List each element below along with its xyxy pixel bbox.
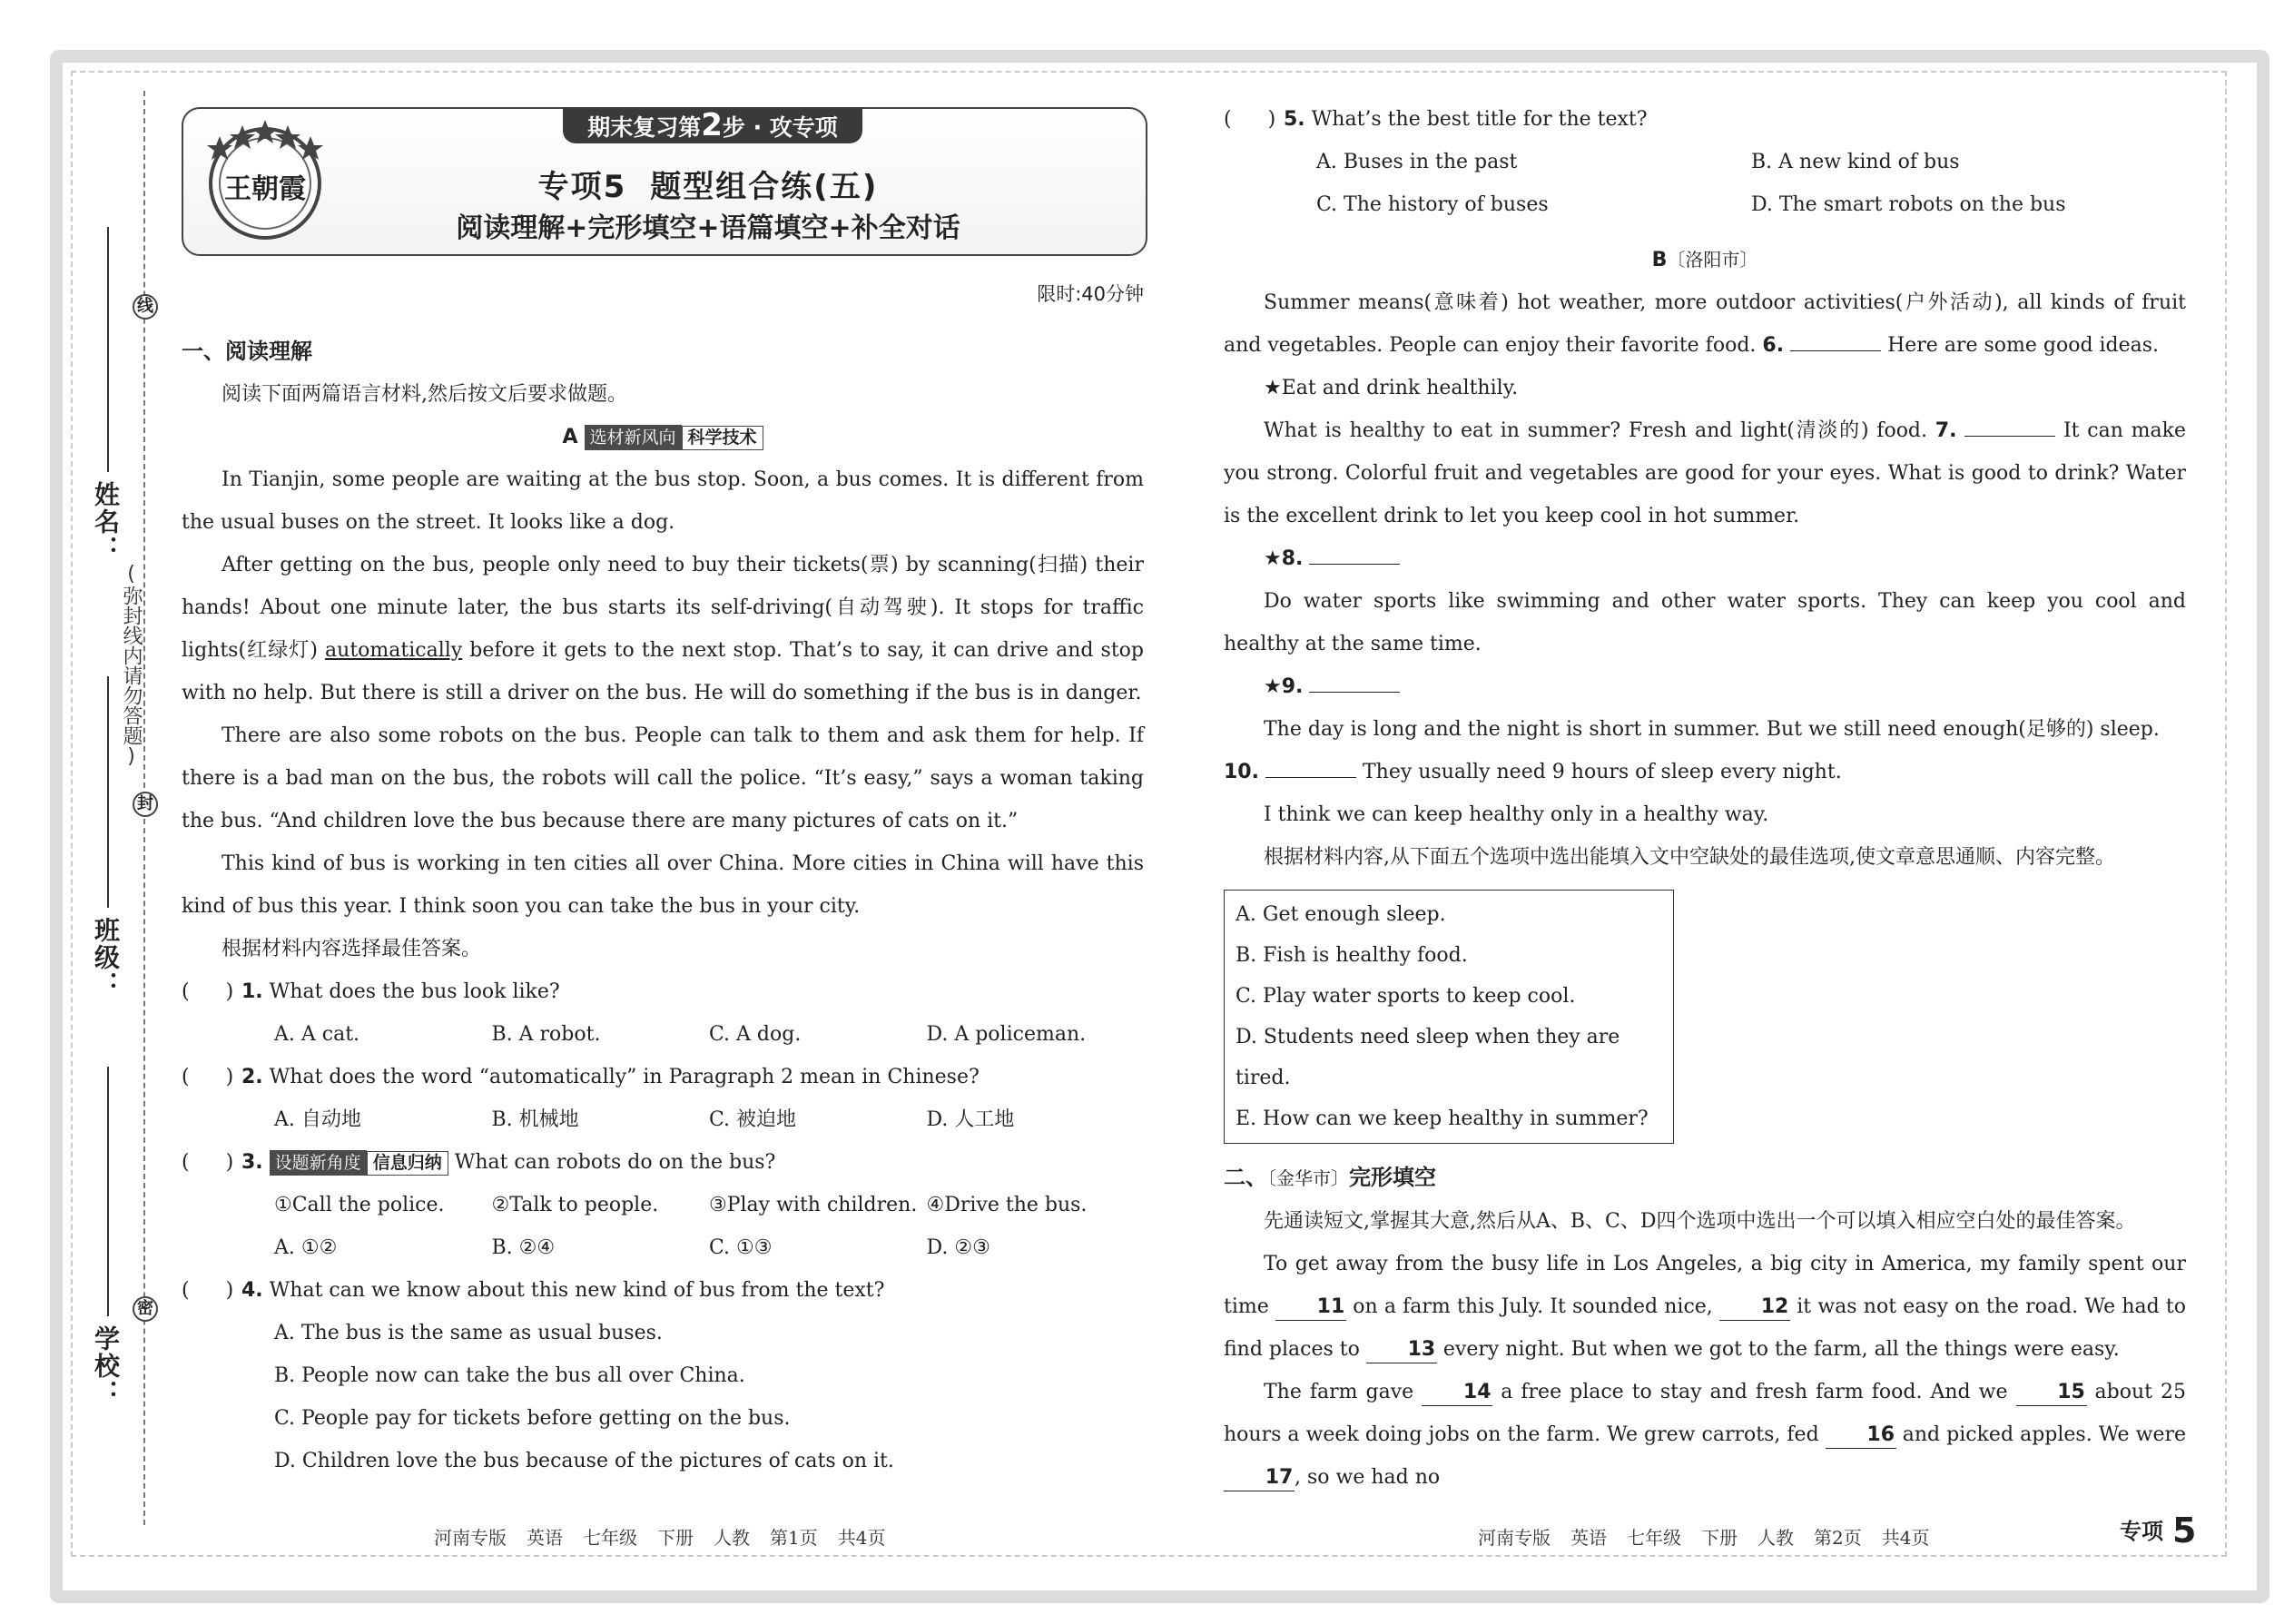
passage-b-p1: Summer means(意味着) hot weather, more outdoor activities(户外活动), all kinds of fruit and vegetables. People can enjoy their favorite food. 6. Here are some good ideas. xyxy=(1224,291,2186,357)
class-field-line[interactable] xyxy=(107,676,109,908)
passage-a-p2: After getting on the bus, people only need to buy their tickets(票) by scanning(扫描) their hands! About one minute later, the bus starts its self-driving(自动驾驶). It stops for traffic lights(红绿灯) automatically before it gets to the next stop. That’s to say, it can drive and stop with no help. But there is still a driver on the bus. He will do something if the bus is in danger. xyxy=(182,554,1144,704)
question-3-items: ①Call the police. ②Talk to people. ③Play with children. ④Drive the bus. xyxy=(274,1194,1088,1216)
question-3-options xyxy=(182,1226,1144,1269)
passage-a-p4: This kind of bus is working in ten cities all over China. More cities in China will have this kind of bus this year. I think soon you can take the bus in your city. xyxy=(182,852,1144,918)
option[interactable]: A. 自动地 xyxy=(274,1108,361,1131)
choice: C. Play water sports to keep cool. xyxy=(1236,985,1576,1008)
svg-text:王朝霞: 王朝霞 xyxy=(224,173,306,205)
page-subtitle: 阅读理解+完形填空+语篇填空+补全对话 xyxy=(456,212,960,244)
blank-12[interactable]: 12 xyxy=(1719,1294,1790,1321)
blank-11[interactable]: 11 xyxy=(1275,1294,1346,1321)
question-5: ( ) 5. What’s the best title for the text? xyxy=(1224,98,2186,141)
option[interactable]: C. ①③ xyxy=(709,1236,773,1259)
option[interactable]: D. Children love the bus because of the pictures of cats on it. xyxy=(274,1450,894,1472)
blank-16[interactable]: 16 xyxy=(1826,1422,1896,1449)
answer-paren[interactable]: ( ) xyxy=(182,1279,234,1302)
passage-b-p5: I think we can keep healthy only in a healthy way. xyxy=(1264,803,1769,826)
option[interactable]: C. The history of buses xyxy=(1316,193,1549,216)
footer-left: 河南专版 英语 七年级 下册 人教 第1页 共4页 xyxy=(434,1527,886,1549)
option[interactable]: C. 被迫地 xyxy=(709,1108,797,1131)
question-2-options xyxy=(182,1098,1144,1141)
tag-new-material: 选材新风向 xyxy=(585,425,682,450)
blank-9[interactable] xyxy=(1309,672,1400,693)
passage-b-heading: B〔洛阳市〕 xyxy=(1651,249,1758,271)
section1-instruction: 阅读下面两篇语言材料,然后按文后要求做题。 xyxy=(222,383,627,406)
school-field-line[interactable] xyxy=(107,1067,109,1316)
binding-mark-secret: 密 xyxy=(133,1296,158,1322)
option[interactable]: B. People now can take the bus all over China. xyxy=(274,1364,745,1387)
right-column xyxy=(1224,98,2186,1499)
left-column xyxy=(182,330,1144,1482)
question-instruction: 根据材料内容选择最佳答案。 xyxy=(222,938,482,960)
option[interactable]: A. The bus is the same as usual buses. xyxy=(274,1322,663,1344)
option[interactable]: D. A policeman. xyxy=(926,1023,1087,1046)
passage-a-heading: A 选材新风向 科学技术 xyxy=(182,416,1144,458)
name-field-line[interactable] xyxy=(107,227,109,472)
option[interactable]: A. A cat. xyxy=(274,1023,360,1046)
blank-14[interactable]: 14 xyxy=(1422,1380,1492,1406)
option[interactable]: D. The smart robots on the bus xyxy=(1751,193,2066,216)
blank-15[interactable]: 15 xyxy=(2016,1380,2087,1406)
question-5-options-row2 xyxy=(1224,183,2186,226)
blank-13[interactable]: 13 xyxy=(1366,1337,1437,1363)
section2-instruction: 先通读短文,掌握其大意,然后从A、B、C、D四个选项中选出一个可以填入相应空白处的最佳答案。 xyxy=(1264,1210,2136,1233)
choice: D. Students need sleep when they are tired. xyxy=(1236,1026,1620,1089)
section2-title: 二、〔金华市〕完形填空 xyxy=(1224,1165,1436,1190)
blank-17[interactable]: 17 xyxy=(1224,1465,1295,1491)
blank-6[interactable] xyxy=(1790,330,1881,351)
cloze-p1: To get away from the busy life in Los Angeles, a big city in America, my family spent our time 11 on a farm this July. It sounded nice, 12 it was not easy on the road. We had to find places to 13 every night. But when we got to the farm, all the things were easy. xyxy=(1224,1243,2186,1371)
cloze-p2: The farm gave 14 a free place to stay and fresh farm food. And we 15 about 25 hours a week doing jobs on the farm. We grew carrots, fed 16 and picked apples. We were 17, so we had no xyxy=(1224,1371,2186,1499)
option[interactable]: C. A dog. xyxy=(709,1023,802,1046)
passage-b-instruction: 根据材料内容,从下面五个选项中选出能填入文中空缺处的最佳选项,使文章意思通顺、内容完整。 xyxy=(1264,846,2115,869)
option[interactable]: A. Buses in the past xyxy=(1316,151,1518,173)
answer-paren[interactable]: ( ) xyxy=(1224,108,1276,131)
choices-box xyxy=(1224,890,1674,1144)
passage-a-p3: There are also some robots on the bus. People can talk to them and ask them for help. If there is a bad man on the bus, the robots will call the police. “It’s easy,” says a woman taking the bus. “And children love the bus because there are many pictures of cats on it.” xyxy=(182,724,1144,832)
choice: A. Get enough sleep. xyxy=(1236,903,1446,926)
question-1-options xyxy=(182,1013,1144,1056)
tag-info-summary: 信息归纳 xyxy=(367,1151,448,1176)
passage-b-star9: ★9. xyxy=(1224,665,2186,708)
binding-warning: (弥封线内请勿答题) xyxy=(120,563,143,768)
option[interactable]: B. A robot. xyxy=(491,1023,601,1046)
publisher-logo xyxy=(202,116,329,243)
option[interactable]: B. 机械地 xyxy=(491,1108,579,1131)
section1-title: 一、阅读理解 xyxy=(182,339,312,364)
footer-right: 河南专版 英语 七年级 下册 人教 第2页 共4页 xyxy=(1478,1527,1930,1549)
question-1: ( ) 1. What does the bus look like? xyxy=(182,970,1144,1013)
question-2: ( ) 2. What does the word “automatically” in Paragraph 2 mean in Chinese? xyxy=(182,1056,1144,1098)
option[interactable]: D. 人工地 xyxy=(926,1108,1015,1131)
passage-b-p4-cont: 10. They usually need 9 hours of sleep every night. xyxy=(1224,751,2186,793)
blank-10[interactable] xyxy=(1265,757,1356,778)
passage-b-p2: What is healthy to eat in summer? Fresh and light(清淡的) food. 7. It can make you strong. Colorful fruit and vegetables are good for your eyes. What is good to drink? Water is the excellent drink to let you keep cool in hot summer. xyxy=(1224,409,2186,537)
option[interactable]: D. ②③ xyxy=(926,1236,990,1259)
binding-mark-line: 线 xyxy=(133,294,158,320)
answer-paren[interactable]: ( ) xyxy=(182,1066,234,1088)
choice: B. Fish is healthy food. xyxy=(1236,944,1468,967)
page-title: 专项5 题型组合练(五) xyxy=(537,169,879,205)
passage-a-p1: In Tianjin, some people are waiting at the bus stop. Soon, a bus comes. It is different from the usual buses on the street. It looks like a dog. xyxy=(182,468,1144,534)
answer-paren[interactable]: ( ) xyxy=(182,1151,234,1174)
blank-8[interactable] xyxy=(1309,544,1400,565)
question-4: ( ) 4. What can we know about this new kind of bus from the text? xyxy=(182,1269,1144,1312)
school-field-label: 学校： xyxy=(91,1325,121,1407)
passage-b-p4: The day is long and the night is short in summer. But we still need enough(足够的) sleep. xyxy=(1264,718,2160,741)
class-field-label: 班级： xyxy=(91,917,121,999)
answer-paren[interactable]: ( ) xyxy=(182,980,234,1003)
question-3: ( ) 3. 设题新角度 信息归纳 What can robots do on the bus? xyxy=(182,1141,1144,1184)
option[interactable]: B. A new kind of bus xyxy=(1751,151,1960,173)
time-limit: 限时:40分钟 xyxy=(1037,283,1144,305)
review-step-banner: 期末复习第2步 · 攻专项 xyxy=(563,107,862,143)
tag-new-angle: 设题新角度 xyxy=(270,1150,367,1176)
option[interactable]: A. ①② xyxy=(274,1236,338,1259)
tag-science: 科学技术 xyxy=(682,426,763,450)
choice: E. How can we keep healthy in summer? xyxy=(1236,1107,1649,1130)
binding-mark-seal: 封 xyxy=(133,792,158,817)
special-section-number: 专项 5 xyxy=(2120,1511,2197,1550)
passage-b-star1: ★Eat and drink healthily. xyxy=(1264,377,1519,399)
option[interactable]: C. People pay for tickets before getting on the bus. xyxy=(274,1407,791,1430)
question-5-options-row1 xyxy=(1224,141,2186,183)
blank-7[interactable] xyxy=(1964,416,2055,437)
name-field-label: 姓名： xyxy=(91,481,121,563)
passage-b-p3: Do water sports like swimming and other water sports. They can keep you cool and healthy at the same time. xyxy=(1224,590,2186,655)
option[interactable]: B. ②④ xyxy=(491,1236,556,1259)
passage-b-star8: ★8. xyxy=(1224,537,2186,580)
